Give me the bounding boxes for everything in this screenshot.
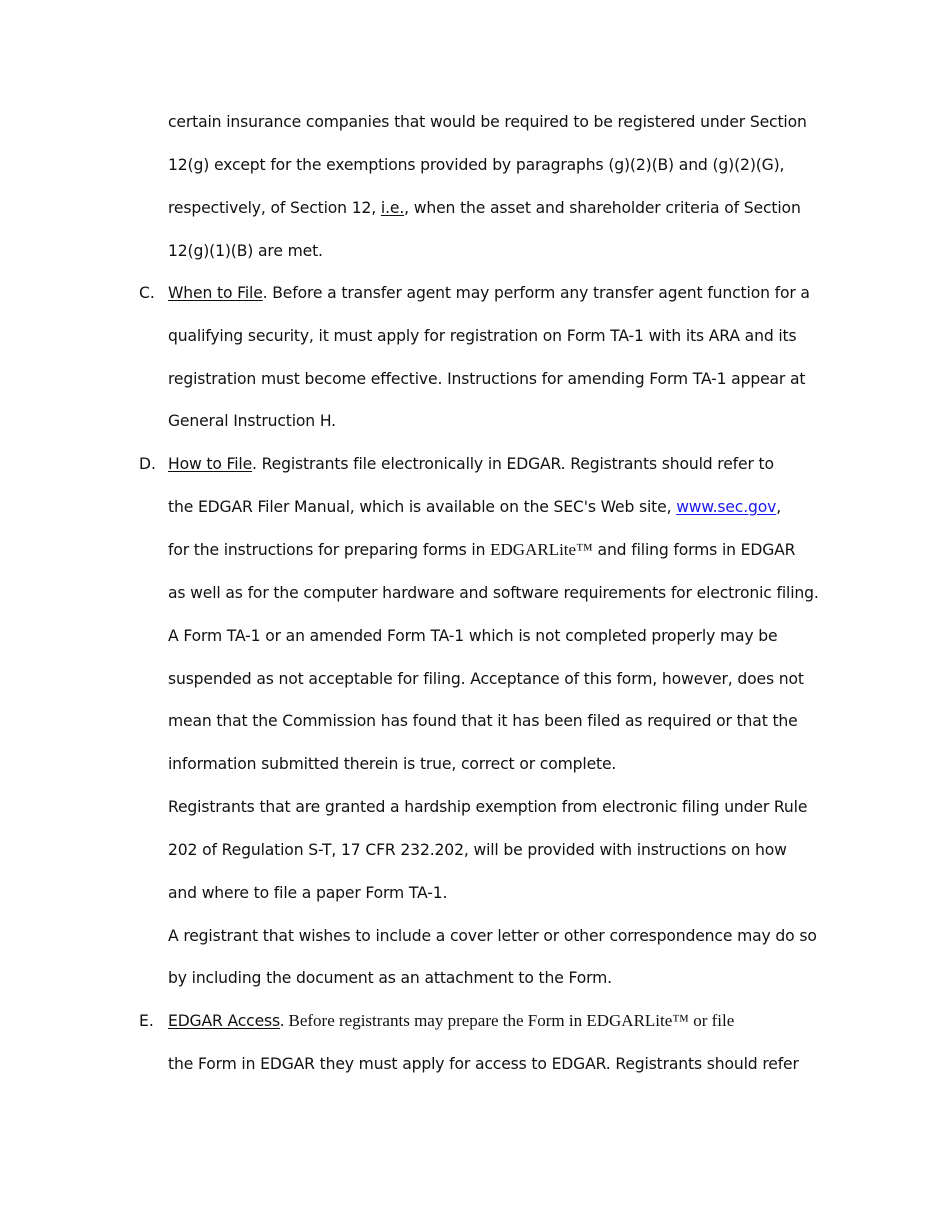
- text-line: [168, 1052, 799, 1076]
- text-line: [168, 581, 819, 605]
- text-line: [168, 624, 778, 648]
- text: by including the document as an attachment to the Form.: [168, 969, 612, 987]
- text-line: [168, 495, 781, 519]
- text: , when the asset and shareholder criteria of Section: [404, 199, 801, 217]
- text-line: [168, 838, 787, 862]
- section-c-marker: C.: [139, 284, 155, 302]
- text: the EDGAR Filer Manual, which is available on the SEC's Web site,: [168, 498, 677, 516]
- text: the Form in EDGAR they must apply for access to EDGAR. Registrants should refer: [168, 1055, 799, 1073]
- text: respectively, of Section 12,: [168, 199, 381, 217]
- text: information submitted therein is true, correct or complete.: [168, 755, 617, 773]
- ie-abbreviation: i.e.: [380, 199, 405, 217]
- text: General Instruction H.: [168, 412, 336, 430]
- section-d-marker: D.: [139, 455, 156, 473]
- text-line: [168, 752, 616, 776]
- text: . Before a transfer agent may perform any transfer agent function for a: [262, 284, 810, 302]
- text-line: [168, 110, 807, 134]
- text-line: [168, 924, 817, 948]
- text: and filing forms in EDGAR: [592, 541, 796, 559]
- text-line: [168, 538, 795, 562]
- text: Registrants that are granted a hardship exemption from electronic filing under Rule: [168, 798, 808, 816]
- text: for the instructions for preparing forms in: [168, 541, 491, 559]
- text-line: [168, 367, 805, 391]
- text: A Form TA-1 or an amended Form TA-1 which is not completed properly may be: [168, 627, 778, 645]
- text: mean that the Commission has found that it has been filed as required or that the: [168, 712, 798, 730]
- text-line: [168, 1009, 734, 1033]
- text: 12(g)(1)(B) are met.: [168, 242, 323, 260]
- text: 12(g) except for the exemptions provided by paragraphs (g)(2)(B) and (g)(2)(G),: [168, 156, 785, 174]
- text: suspended as not acceptable for filing. Acceptance of this form, however, does not: [168, 670, 804, 688]
- text: certain insurance companies that would be required to be registered under Section: [168, 113, 807, 131]
- text: qualifying security, it must apply for registration on Form TA-1 with its ARA and its: [168, 327, 797, 345]
- text-line: [168, 667, 804, 691]
- text: ,: [776, 498, 782, 516]
- text-line: [168, 196, 801, 220]
- text-line: [168, 709, 798, 733]
- text-line: [168, 409, 336, 433]
- edgarlite-name: EDGARLite™: [490, 540, 593, 559]
- text-line: [168, 239, 323, 263]
- text: registration must become effective. Instructions for amending Form TA-1 appear at: [168, 370, 806, 388]
- section-e-title: EDGAR Access: [168, 1012, 280, 1030]
- text-line: [168, 324, 797, 348]
- text: . Before registrants may prepare the Form in EDGARLite™ or file: [280, 1011, 735, 1030]
- text: as well as for the computer hardware and software requirements for electronic filing.: [168, 584, 819, 602]
- text: . Registrants file electronically in EDGAR. Registrants should refer to: [252, 455, 774, 473]
- text-line: [168, 452, 774, 476]
- text-line: [168, 966, 612, 990]
- text-line: [168, 881, 447, 905]
- text: A registrant that wishes to include a cover letter or other correspondence may do so: [168, 927, 817, 945]
- text-line: [168, 795, 807, 819]
- text: 202 of Regulation S-T, 17 CFR 232.202, will be provided with instructions on how: [168, 841, 787, 859]
- sec-website-link[interactable]: www.sec.gov: [676, 498, 777, 516]
- text-line: [168, 281, 810, 305]
- section-d-title: How to File: [168, 455, 253, 473]
- text: and where to file a paper Form TA-1.: [168, 884, 448, 902]
- section-c-title: When to File: [168, 284, 263, 302]
- text-line: [168, 153, 784, 177]
- section-e-marker: E.: [139, 1012, 154, 1030]
